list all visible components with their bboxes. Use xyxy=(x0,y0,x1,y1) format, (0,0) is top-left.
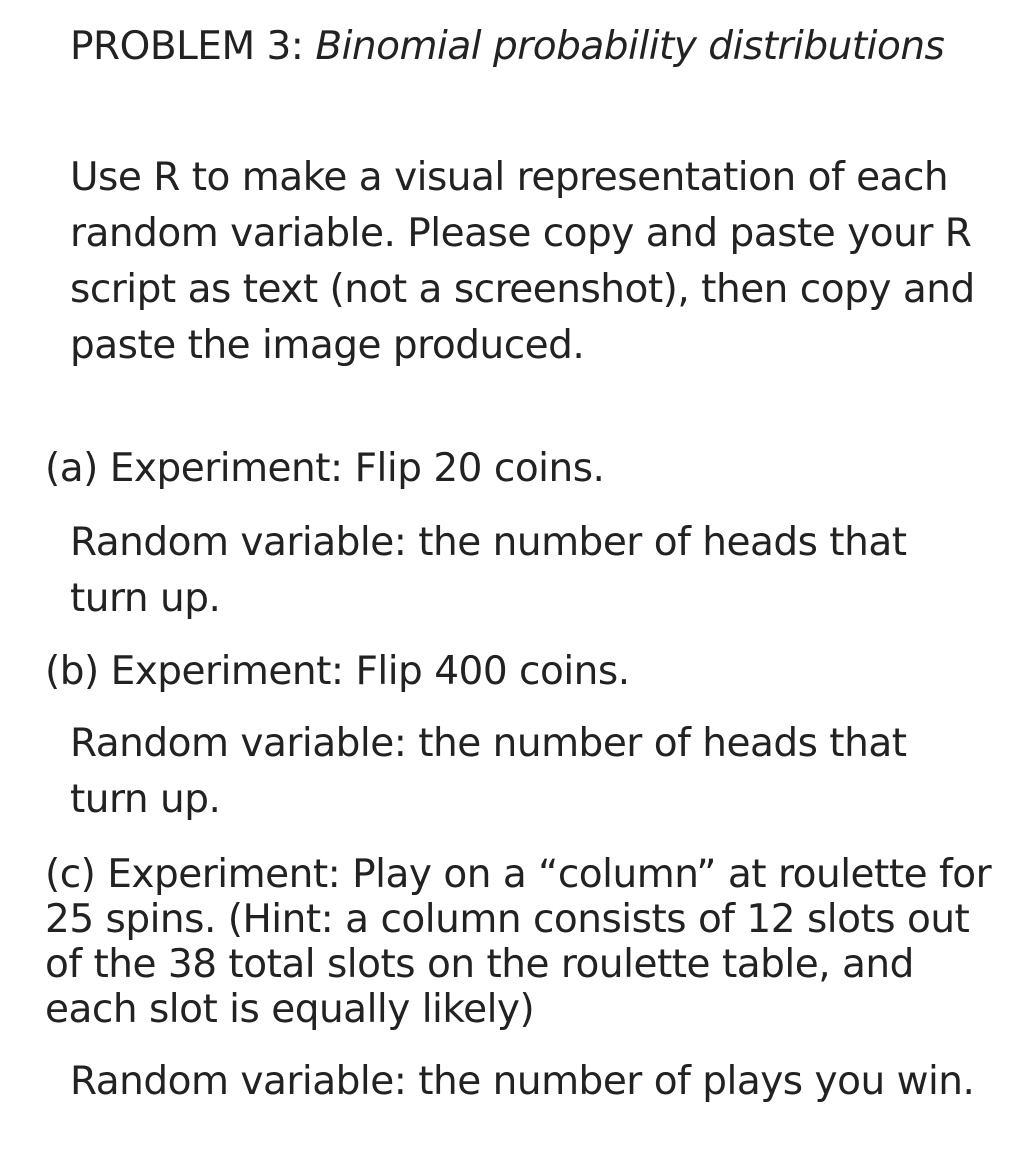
part-a-random-variable: Random variable: the number of heads that turn up. xyxy=(70,520,907,621)
problem-topic: Binomial probability distributions xyxy=(315,24,945,69)
part-b-experiment: (b) Experiment: Flip 400 coins. xyxy=(45,649,630,694)
part-c-experiment: (c) Experiment: Play on a “column” at roulette for 25 spins. (Hint: a column consists of 12 slots out of the 38 total slots on the roulette table, and each slot is equally likely) xyxy=(45,852,992,1032)
part-c-random-variable: Random variable: the number of plays you win. xyxy=(70,1059,975,1104)
part-a-experiment: (a) Experiment: Flip 20 coins. xyxy=(45,446,605,491)
part-b-random-variable: Random variable: the number of heads that turn up. xyxy=(70,721,907,822)
instructions-text: Use R to make a visual representation of each random variable. Please copy and paste your R script as text (not a screenshot), then copy and paste the image produced. xyxy=(70,155,975,368)
problem-title xyxy=(70,20,990,74)
problem-heading: PROBLEM 3: xyxy=(70,24,304,69)
